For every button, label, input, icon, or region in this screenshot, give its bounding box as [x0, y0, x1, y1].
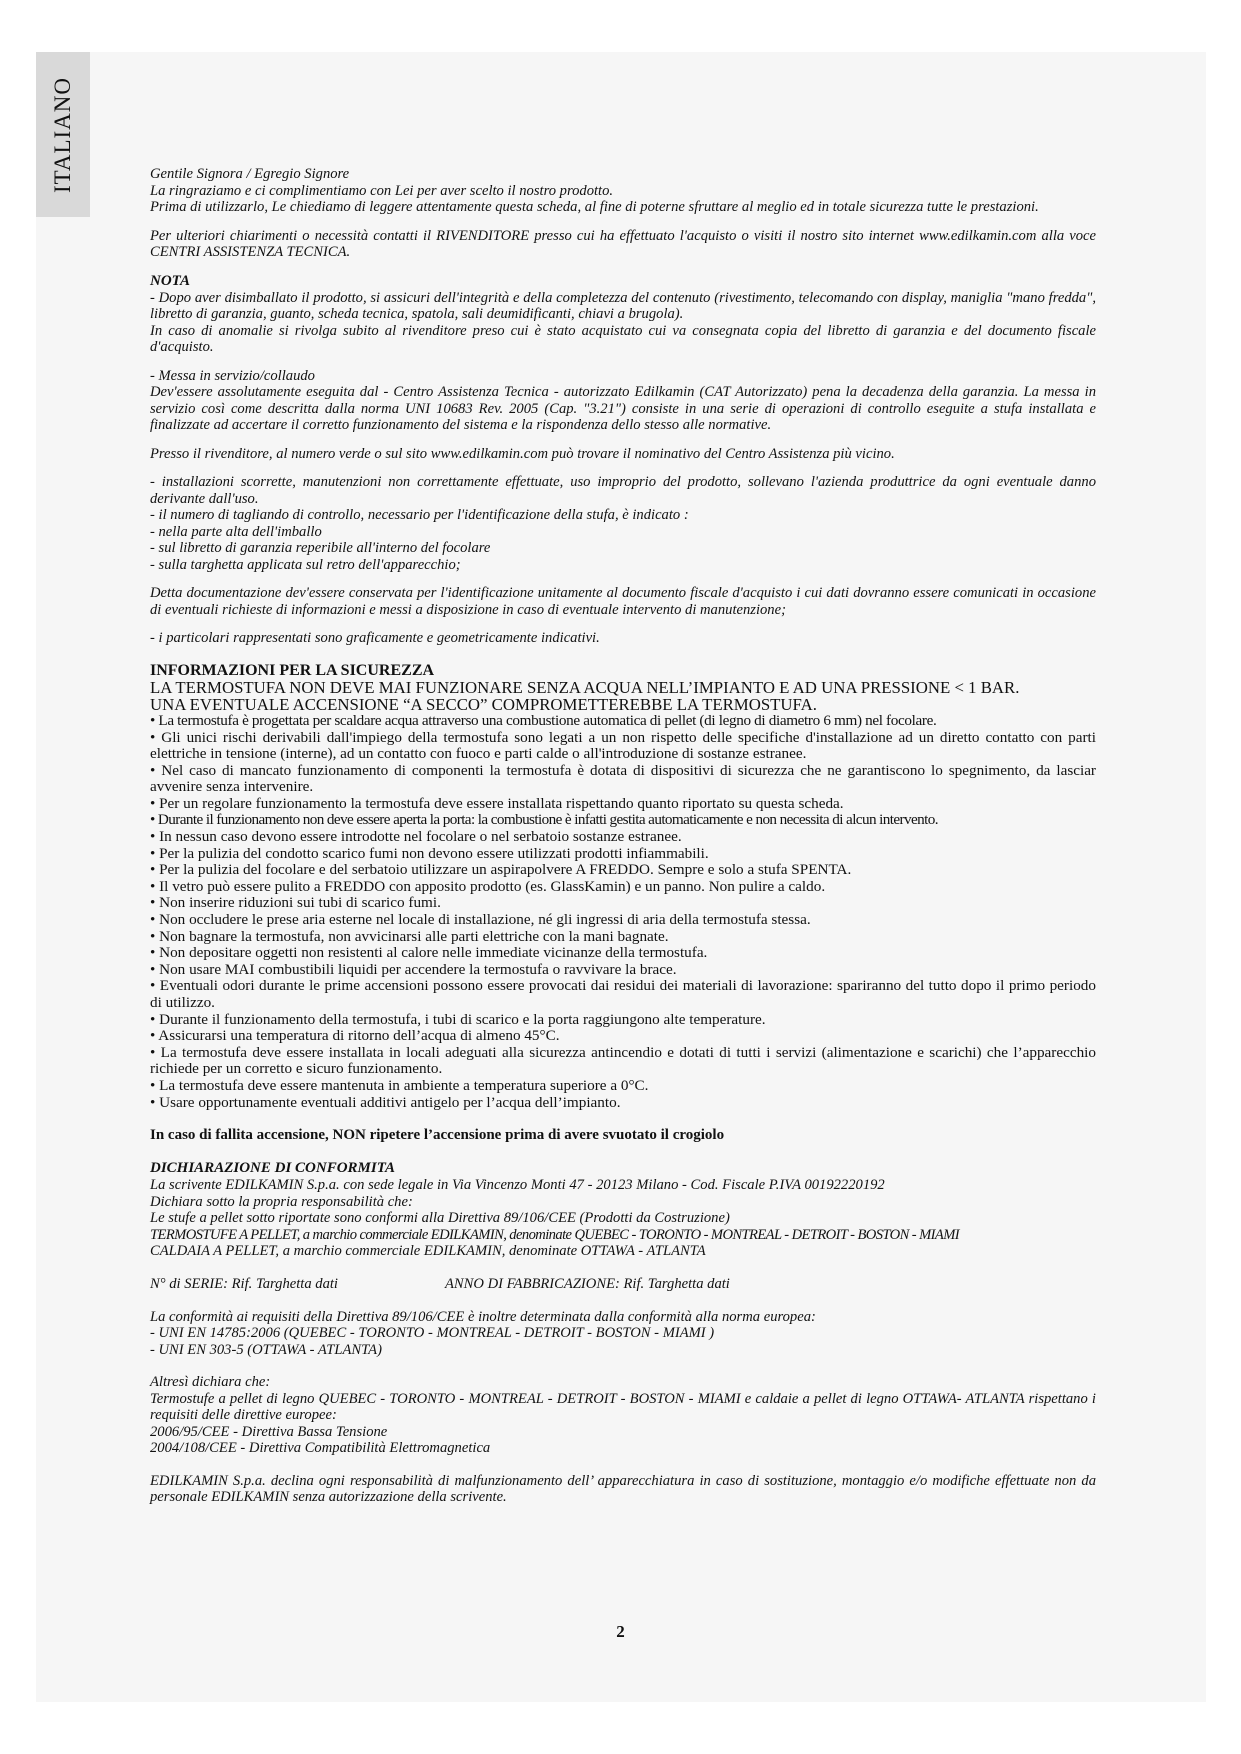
nota-line: - Dopo aver disimballato il prodotto, si assicuri dell'integrità e della completezza del contenuto (rivestimento, telecomando con display, maniglia "mano fredda", libretto di garanzia, guanto, scheda tecnica, spatola, sali deumidificanti, chiavi a brugola).	[150, 289, 1096, 322]
page-number: 2	[616, 1622, 625, 1641]
sicurezza-title: INFORMAZIONI PER LA SICUREZZA	[150, 661, 435, 679]
safety-bullet: • Usare opportunamente eventuali additivi antigelo per l’acqua dell’impianto.	[150, 1093, 621, 1111]
safety-bullet: • Non usare MAI combustibili liquidi per accendere la termostufa o ravvivare la brace.	[150, 960, 677, 978]
conformita-line: La scrivente EDILKAMIN S.p.a. con sede legale in Via Vincenzo Monti 47 - 20123 Milano - Cod. Fiscale P.IVA 00192220192	[150, 1177, 885, 1194]
warning-line: - sulla targhetta applicata sul retro dell'apparecchio;	[150, 556, 461, 573]
nota-line: In caso di anomalie si rivolga subito al rivenditore preso cui è stato acquistato cui va consegnata copia del libretto di garanzia e del documento fiscale d'acquisto.	[150, 322, 1096, 355]
safety-bullet: • Per la pulizia del condotto scarico fumi non devono essere utilizzati prodotti infiammabili.	[150, 844, 709, 862]
safety-bullet: • Per la pulizia del focolare e del serbatoio utilizzare un aspirapolvere A FREDDO. Sempre e solo a stufa SPENTA.	[150, 861, 852, 879]
safety-bullet: • Non bagnare la termostufa, non avvicinarsi alle parti elettriche con la mani bagnate.	[150, 927, 669, 945]
document-body	[150, 166, 1096, 1506]
safety-bullet: • Il vetro può essere pulito a FREDDO con apposito prodotto (es. GlassKamin) e un panno. Non pulire a caldo.	[150, 877, 826, 895]
warning-line: - sul libretto di garanzia reperibile all'interno del focolare	[150, 540, 491, 556]
warning-line: - installazioni scorrette, manutenzioni non correttamente effettuate, uso improprio del prodotto, sollevano l'azienda produttrice da ogni eventuale danno derivante dall'uso.	[150, 474, 1096, 507]
nota-title: NOTA	[150, 272, 191, 289]
read-carefully-line: Prima di utilizzarlo, Le chiediamo di leggere attentamente questa scheda, al fine di poterne sfruttare al meglio ed in totale sicurezza tutte le prestazioni.	[150, 199, 1039, 215]
sicurezza-caps-line: UNA EVENTUALE ACCENSIONE “A SECCO” COMPROMETTEREBBE LA TERMOSTUFA.	[150, 694, 817, 714]
serial-row	[150, 1276, 1096, 1293]
thanks-line: La ringraziamo e ci complimentiamo con Lei per aver scelto il nostro prodotto.	[150, 182, 614, 199]
safety-bullet: • Assicurarsi una temperatura di ritorno dell’acqua di almeno 45°C.	[150, 1027, 560, 1045]
language-tab-label: ITALIANO	[50, 76, 75, 193]
altresi-line: 2006/95/CEE - Direttiva Bassa Tensione	[150, 1423, 388, 1440]
messa-in-servizio-text: Dev'essere assolutamente eseguita dal - Centro Assistenza Tecnica - autorizzato Edilkamin (CAT Autorizzato) pena la decadenza della garanzia. La messa in servizio così come descritta dalla norma UNI 10683 Rev. 2005 (Cap. "3.21") consiste in una serie di operazioni di controllo eseguite a stufa installata e finalizzate ad accertare il corretto funzionamento del sistema e la rispondenza dello stesso alle normative.	[150, 384, 1096, 433]
conformita-line: Dichiara sotto la propria responsabilità che:	[150, 1193, 413, 1210]
sicurezza-caps-line: LA TERMOSTUFA NON DEVE MAI FUNZIONARE SENZA ACQUA NELL’IMPIANTO E AD UNA PRESSIONE < 1 BAR.	[150, 677, 1020, 697]
warning-line: - nella parte alta dell'imballo	[150, 523, 322, 540]
warning-line: - il numero di tagliando di controllo, necessario per l'identificazione della stufa, è indicato :	[150, 507, 689, 523]
safety-bullet: • In nessun caso devono essere introdotte nel focolare o nel serbatoio sostanze estranee.	[150, 828, 682, 846]
fallita-accensione-warning: In caso di fallita accensione, NON ripetere l’accensione prima di avere svuotato il crogiolo	[150, 1127, 725, 1144]
altresi-line: Termostufe a pellet di legno QUEBEC - TORONTO - MONTREAL - DETROIT - BOSTON - MIAMI e caldaie a pellet di legno OTTAWA- ATLANTA rispettano i requisiti delle direttive europee:	[150, 1390, 1096, 1424]
norma-line: - UNI EN 303-5 (OTTAWA - ATLANTA)	[150, 1341, 382, 1358]
documentazione-paragraph: Detta documentazione dev'essere conservata per l'identificazione unitamente al documento fiscale d'acquisto i cui dati dovranno essere comunicati in occasione di eventuali richieste di informazioni e messi a disposizione in caso di eventuale intervento di manutenzione;	[150, 585, 1096, 618]
conformita-line: CALDAIA A PELLET, a marchio commerciale EDILKAMIN, denominate OTTAWA - ATLANTA	[150, 1243, 706, 1260]
safety-bullet: • Durante il funzionamento della termostufa, i tubi di scarico e la porta raggiungono alte temperature.	[150, 1010, 766, 1028]
disclaimer: EDILKAMIN S.p.a. declina ogni responsabilità di malfunzionamento dell’ apparecchiatura in caso di sostituzione, montaggio e/o modifiche effettuate non da personale EDILKAMIN senza autorizzazione della scrivente.	[150, 1472, 1096, 1506]
altresi-line: 2004/108/CEE - Direttiva Compatibilità Elettromagnetica	[150, 1440, 491, 1457]
messa-in-servizio-title: - Messa in servizio/collaudo	[150, 367, 315, 384]
safety-bullet: • Non inserire riduzioni sui tubi di scarico fumi.	[150, 894, 441, 912]
altresi-line: Altresì dichiara che:	[150, 1374, 271, 1391]
norma-line: La conformità ai requisiti della Direttiva 89/106/CEE è inoltre determinata dalla conformità alla norma europea:	[150, 1308, 816, 1325]
greeting: Gentile Signora / Egregio Signore	[150, 166, 350, 182]
safety-bullet: • Per un regolare funzionamento la termostufa deve essere installata rispettando quanto riportato su questa scheda.	[150, 794, 844, 812]
safety-bullet: • La termostufa deve essere installata in locali adeguati alla sicurezza antincendio e dotati di tutti i servizi (alimentazione e scarichi) che l’apparecchio richiede per un corretto e sicuro funzionamento.	[150, 1043, 1096, 1078]
safety-bullet: • La termostufa deve essere mantenuta in ambiente a temperatura superiore a 0°C.	[150, 1076, 649, 1094]
info-paragraph: Per ulteriori chiarimenti o necessità contatti il RIVENDITORE presso cui ha effettuato l'acquisto o visiti il nostro sito internet www.edilkamin.com alla voce CENTRI ASSISTENZA TECNICA.	[150, 227, 1096, 260]
conformita-line: TERMOSTUFE A PELLET, a marchio commerciale EDILKAMIN, denominate QUEBEC - TORONTO - MONTREAL - DETROIT - BOSTON - MIAMI	[150, 1226, 960, 1243]
anno-label: ANNO DI FABBRICAZIONE: Rif. Targhetta dati	[445, 1275, 730, 1292]
conformita-title: DICHIARAZIONE DI CONFORMITA	[150, 1160, 396, 1177]
conformita-line: Le stufe a pellet sotto riportate sono conformi alla Direttiva 89/106/CEE (Prodotti da Costruzione)	[150, 1210, 730, 1227]
safety-bullet: • Durante il funzionamento non deve essere aperta la porta: la combustione è infatti gestita automaticamente e non necessita di alcun intervento.	[150, 811, 938, 829]
safety-bullet: • Gli unici rischi derivabili dall'impiego della termostufa sono legati a un non rispetto delle specifiche d'installazione ad un diretto contatto con parti elettriche in tensione (interne), ad un contatto con fuoco e parti calde o all'introduzione di sostanze estranee.	[150, 728, 1096, 763]
serie-label: N° di SERIE: Rif. Targhetta dati	[150, 1275, 338, 1292]
particolari-paragraph: - i particolari rappresentati sono graficamente e geometricamente indicativi.	[150, 630, 600, 646]
safety-bullet: • Non depositare oggetti non resistenti al calore nelle immediate vicinanze della termostufa.	[150, 944, 708, 962]
safety-bullet: • La termostufa è progettata per scaldare acqua attraverso una combustione automatica di pellet (di legno di diametro 6 mm) nel focolare.	[150, 711, 937, 729]
norma-line: - UNI EN 14785:2006 (QUEBEC - TORONTO - MONTREAL - DETROIT - BOSTON - MIAMI )	[150, 1325, 715, 1342]
safety-bullet: • Non occludere le prese aria esterne nel locale di installazione, né gli ingressi di aria della termostufa stessa.	[150, 911, 811, 929]
safety-bullet: • Nel caso di mancato funzionamento di componenti la termostufa è dotata di dispositivi di sicurezza che ne garantiscono lo spegnimento, da lasciar avvenire senza intervenire.	[150, 761, 1096, 796]
safety-bullet: • Eventuali odori durante le prime accensioni possono essere provocati dai residui dei materiali di lavorazione: spariranno del tutto dopo il primo periodo di utilizzo.	[150, 977, 1096, 1011]
language-tab	[36, 52, 90, 217]
rivenditore-paragraph: Presso il rivenditore, al numero verde o sul sito www.edilkamin.com può trovare il nominativo del Centro Assistenza più vicino.	[150, 445, 895, 462]
